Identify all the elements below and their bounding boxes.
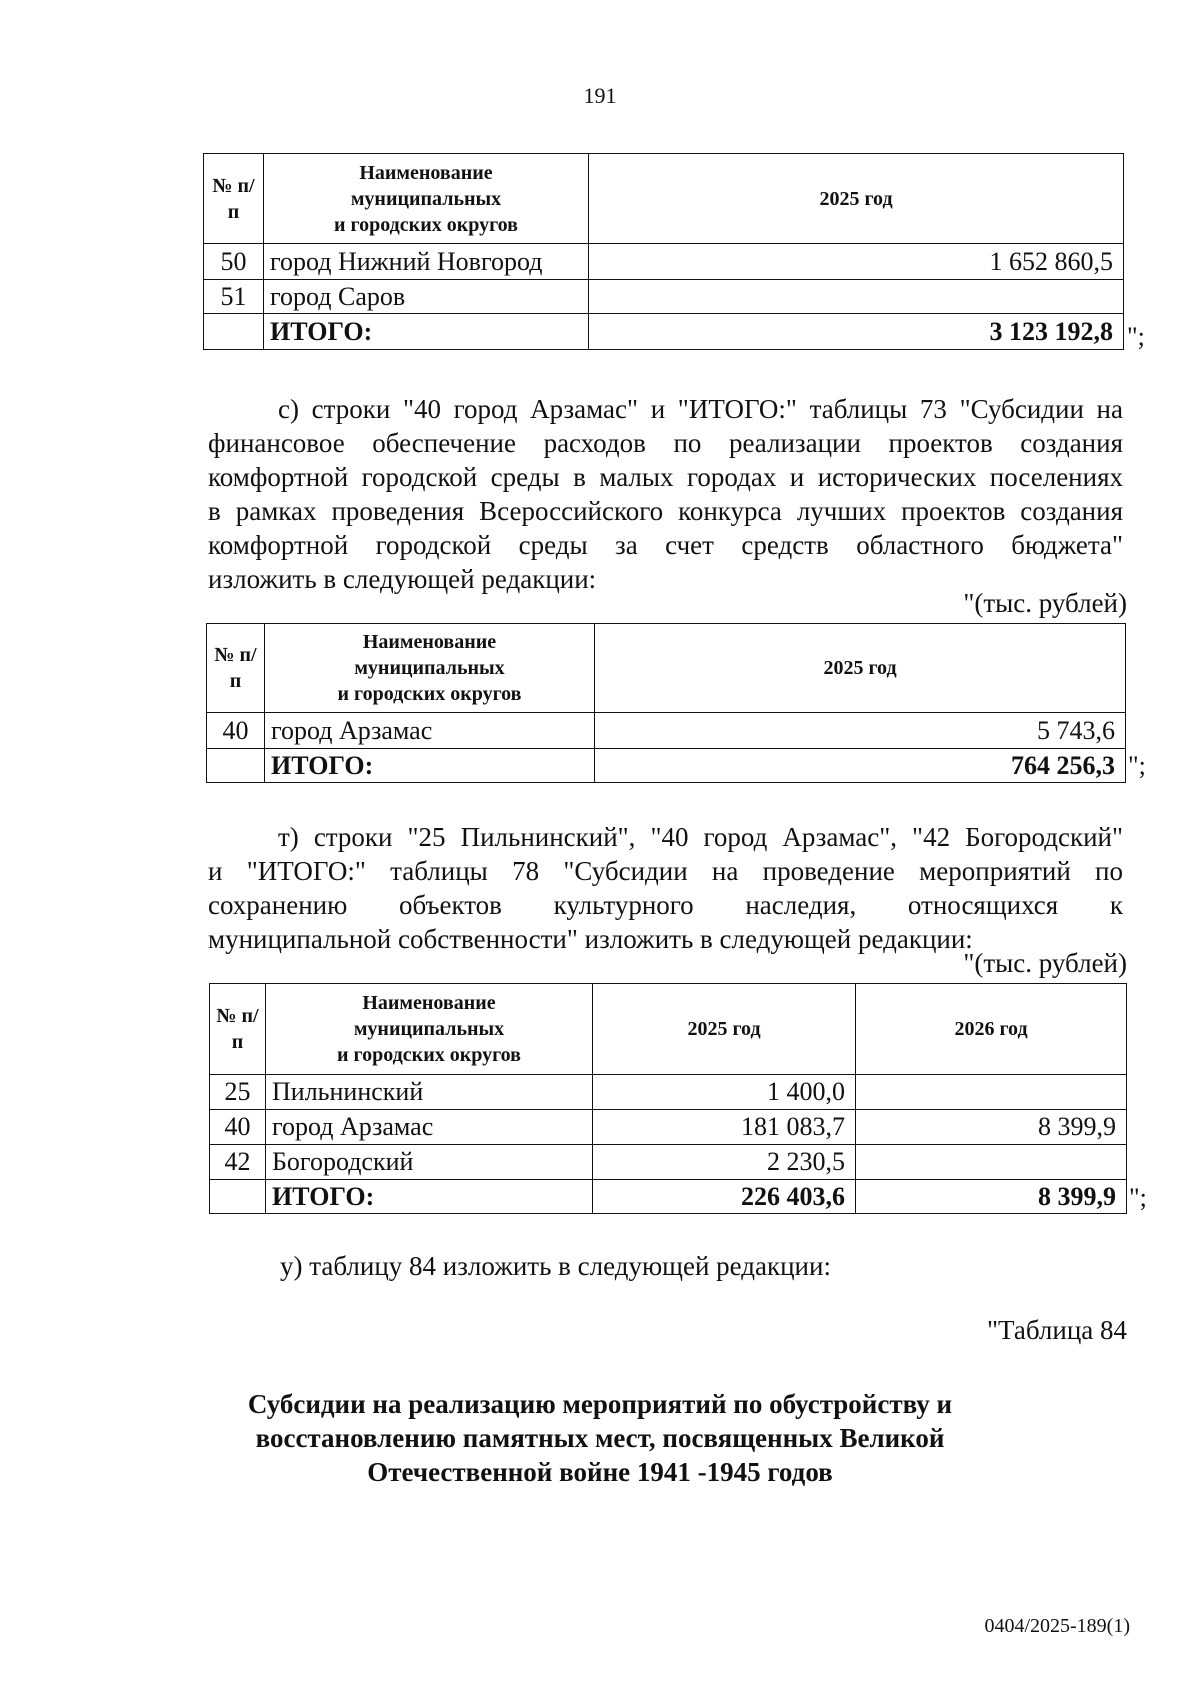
row-name: Пильнинский	[266, 1075, 593, 1110]
row-value-2025: 1 652 860,5	[589, 244, 1124, 280]
row-value-2025	[589, 280, 1124, 314]
row-number: 50	[204, 244, 264, 280]
title-line: Отечественной войне 1941 -1945 годов	[367, 1457, 833, 1487]
row-value-2025: 5 743,6	[595, 713, 1126, 749]
header-name-line: муниципальных	[354, 657, 505, 679]
header-name-line: муниципальных	[350, 187, 502, 210]
header-name-line: Наименование	[359, 161, 493, 184]
total-value-2025: 764 256,3	[595, 749, 1126, 783]
row-number: 25	[210, 1075, 266, 1110]
header-name	[266, 984, 593, 1075]
row-name: город Арзамас	[265, 713, 595, 749]
row-value-2025: 2 230,5	[593, 1145, 856, 1180]
header-num: № п/п	[204, 154, 264, 244]
header-name	[264, 154, 589, 244]
paragraph-line: финансовое обеспечение расходов по реализации проектов создания	[208, 428, 1123, 458]
table-row	[204, 280, 1124, 314]
units-label: "(тыс. рублей)	[963, 948, 1127, 978]
header-name-line: и городских округов	[337, 683, 522, 705]
row-number: 40	[207, 713, 265, 749]
title-line: Субсидии на реализацию мероприятий по обустройству и	[247, 1389, 953, 1419]
paragraph-line: муниципальной собственности" изложить в следующей редакции:	[208, 924, 973, 954]
table2-closer: ";	[1128, 751, 1146, 780]
paragraph-c	[208, 392, 1123, 596]
table-row	[207, 713, 1126, 749]
header-2025: 2025 год	[595, 624, 1126, 713]
total-label: ИТОГО:	[264, 314, 589, 350]
table-header-row	[204, 154, 1124, 244]
paragraph-line: изложить в следующей редакции:	[208, 564, 597, 594]
paragraph-line: в рамках проведения Всероссийского конкурса лучших проектов создания	[208, 496, 1123, 526]
paragraph-line: комфортной городской среды в малых городах и исторических поселениях	[208, 462, 1123, 492]
header-2025: 2025 год	[589, 154, 1124, 244]
header-name-line: Наименование	[362, 631, 497, 653]
paragraph-line: т) строки "25 Пильнинский", "40 город Арзамас", "42 Богородский"	[278, 822, 1123, 852]
total-label: ИТОГО:	[266, 1180, 593, 1214]
total-num-cell	[210, 1180, 266, 1214]
row-value-2025: 1 400,0	[593, 1075, 856, 1110]
header-name-line: и городских округов	[334, 213, 518, 236]
total-num-cell	[207, 749, 265, 783]
total-value-2026: 8 399,9	[856, 1180, 1127, 1214]
table-table1	[203, 153, 1124, 350]
total-label: ИТОГО:	[265, 749, 595, 783]
total-num-cell	[204, 314, 264, 350]
table-label: "Таблица 84	[987, 1315, 1127, 1345]
header-2025: 2025 год	[593, 984, 856, 1075]
row-name: Богородский	[266, 1145, 593, 1180]
paragraph-t	[208, 820, 1123, 956]
title-line: восстановлению памятных мест, посвященных Великой	[255, 1423, 945, 1453]
table-row	[210, 1110, 1127, 1145]
table1-closer: ";	[1127, 322, 1145, 351]
total-value-2025: 3 123 192,8	[589, 314, 1124, 350]
header-name-line: и городских округов	[337, 1044, 521, 1066]
table-total-row	[204, 314, 1124, 350]
row-value-2025: 181 083,7	[593, 1110, 856, 1145]
table-header-row	[210, 984, 1127, 1075]
table-row	[210, 1075, 1127, 1110]
units-label: "(тыс. рублей)	[963, 588, 1127, 618]
table-row	[210, 1145, 1127, 1180]
row-value-2026: 8 399,9	[856, 1110, 1127, 1145]
row-number: 40	[210, 1110, 266, 1145]
row-number: 51	[204, 280, 264, 314]
table-row	[204, 244, 1124, 280]
header-name	[265, 624, 595, 713]
row-name: город Арзамас	[266, 1110, 593, 1145]
header-num: № п/п	[207, 624, 265, 713]
paragraph-line: с) строки "40 город Арзамас" и "ИТОГО:" таблицы 73 "Субсидии на	[278, 394, 1123, 424]
paragraph-line: сохранению объектов культурного наследия, относящихся к	[208, 890, 1123, 920]
header-name-line: Наименование	[362, 992, 496, 1014]
row-value-2026	[856, 1075, 1127, 1110]
table-total-row	[207, 749, 1126, 783]
table3-closer: ";	[1129, 1183, 1147, 1212]
row-number: 42	[210, 1145, 266, 1180]
table-title	[200, 1387, 1000, 1489]
header-2026: 2026 год	[856, 984, 1127, 1075]
header-num: № п/п	[210, 984, 266, 1075]
paragraph-line: комфортной городской среды за счет средств областного бюджета"	[208, 530, 1123, 560]
paragraph-line: и "ИТОГО:" таблицы 78 "Субсидии на проведение мероприятий по	[208, 856, 1123, 886]
table-table3	[209, 983, 1127, 1214]
row-name: город Нижний Новгород	[264, 244, 589, 280]
table-header-row	[207, 624, 1126, 713]
page-number: 191	[583, 83, 617, 108]
total-value-2025: 226 403,6	[593, 1180, 856, 1214]
table-total-row	[210, 1180, 1127, 1214]
table-table2	[206, 623, 1126, 783]
row-value-2026	[856, 1145, 1127, 1180]
footer-code: 0404/2025-189(1)	[984, 1615, 1130, 1637]
row-name: город Саров	[264, 280, 589, 314]
header-name-line: муниципальных	[353, 1018, 505, 1040]
paragraph-u: у) таблицу 84 изложить в следующей редакции:	[280, 1251, 831, 1281]
